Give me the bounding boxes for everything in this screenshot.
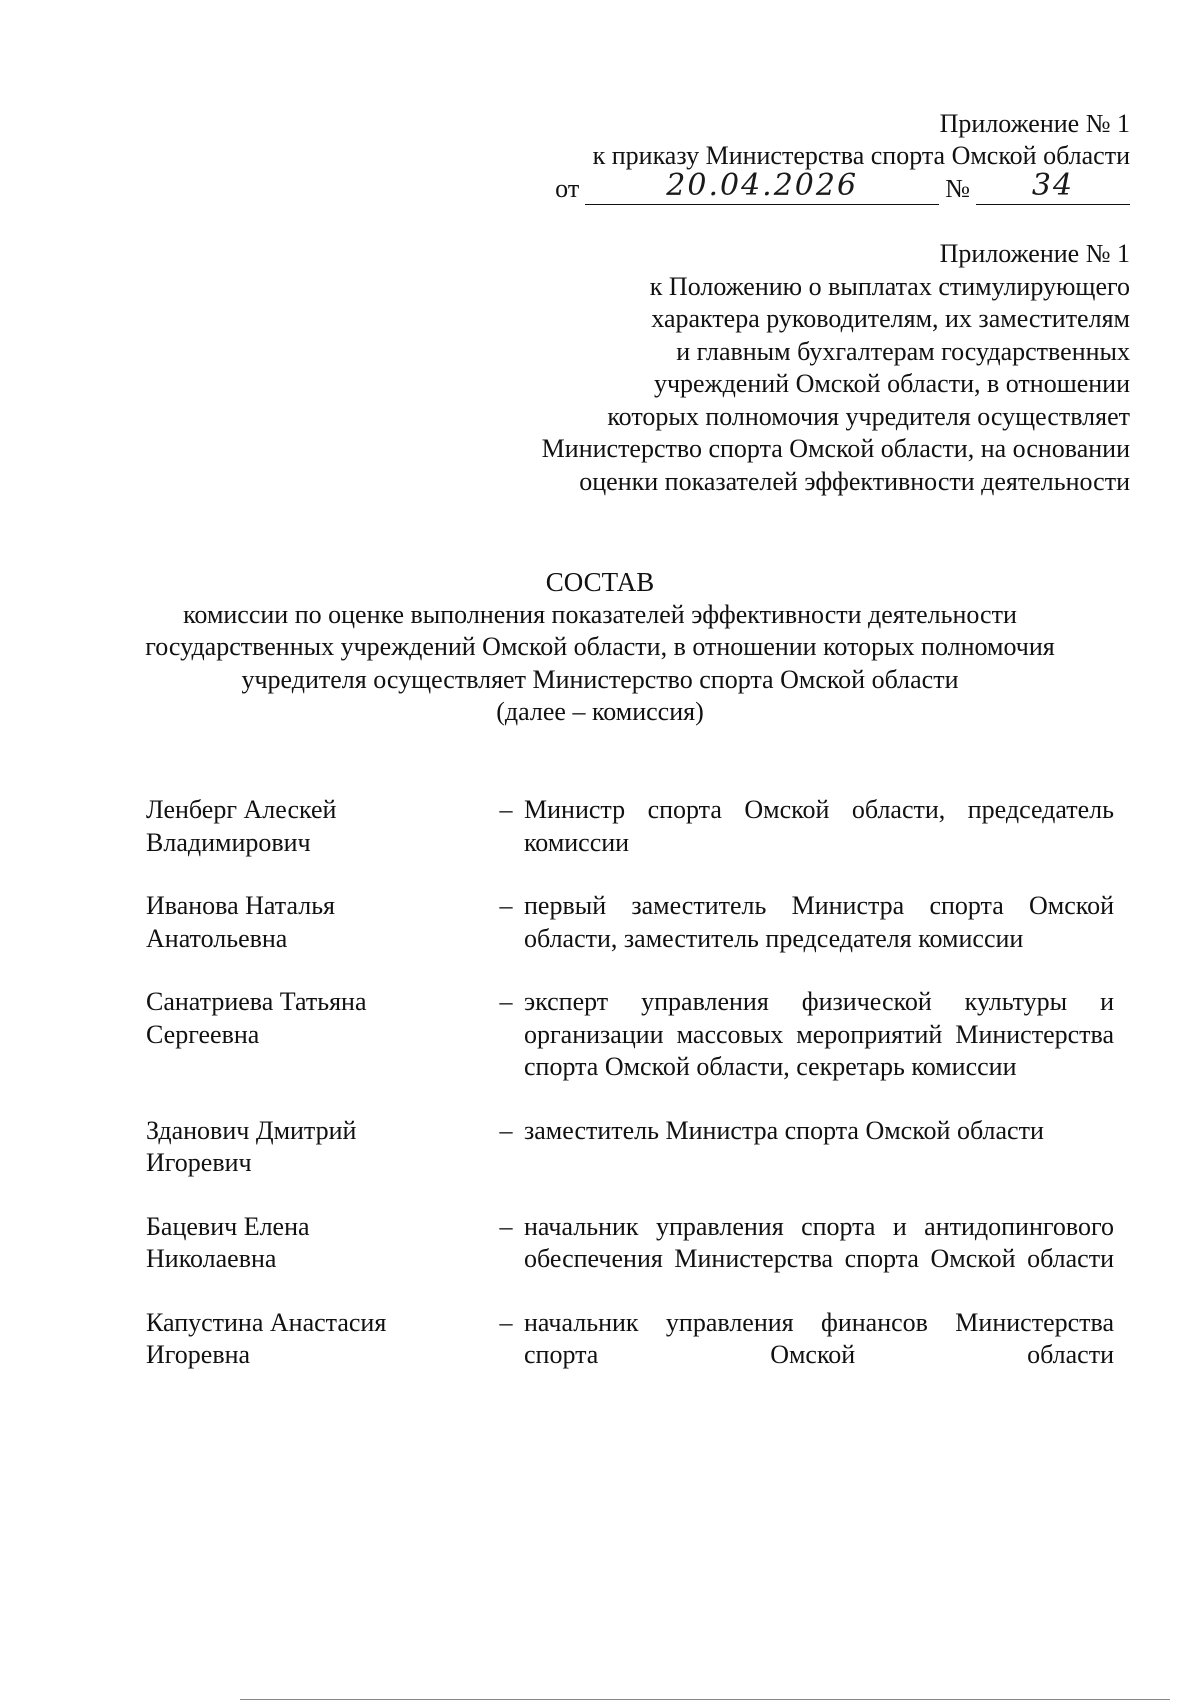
member-name xyxy=(146,1115,488,1180)
member-role: начальник управления финансов Министерства спорта Омской области xyxy=(524,1307,1114,1369)
member-name-line: Игоревна xyxy=(146,1340,251,1369)
member-name xyxy=(146,1307,488,1372)
regulation-line: Министерство спорта Омской области, на основании xyxy=(541,434,1130,463)
member-name xyxy=(146,986,488,1084)
member-name-line: Капустина Анастасия xyxy=(146,1307,387,1337)
member-row xyxy=(146,986,1118,1084)
member-row xyxy=(146,1211,1118,1276)
member-name xyxy=(146,1211,488,1276)
regulation-line: Приложение № 1 xyxy=(939,239,1130,268)
order-date-number-line xyxy=(555,168,1130,205)
member-name-line: Ленберг Алескей xyxy=(146,795,337,824)
document-title xyxy=(0,566,1200,729)
order-reference: к приказу Министерства спорта Омской области xyxy=(592,141,1130,170)
handwritten-date: 20.04.2026 xyxy=(585,172,939,205)
member-name xyxy=(146,794,488,859)
number-label: № xyxy=(945,174,970,203)
order-appendix-header xyxy=(555,108,1130,205)
member-dash: – xyxy=(499,891,513,920)
member-name xyxy=(146,890,488,955)
regulation-line: характера руководителям, их заместителям xyxy=(651,304,1130,333)
member-dash: – xyxy=(499,795,513,824)
title-heading: СОСТАВ xyxy=(545,567,655,597)
member-name-line: Николаевна xyxy=(146,1244,277,1273)
member-dash: – xyxy=(499,987,513,1016)
member-dash: – xyxy=(499,1307,513,1337)
member-row xyxy=(146,890,1118,955)
handwritten-number: 34 xyxy=(976,172,1130,205)
member-row xyxy=(146,794,1118,859)
member-name-line: Санатриева Татьяна xyxy=(146,987,367,1016)
member-name-line: Сергеевна xyxy=(146,1019,260,1049)
regulation-appendix-header xyxy=(542,238,1130,498)
title-line: комиссии по оценке выполнения показателей эффективности деятельности xyxy=(183,599,1017,629)
member-role: Министр спорта Омской области, председатель комиссии xyxy=(524,795,1114,857)
member-dash: – xyxy=(499,1115,513,1145)
member-role: начальник управления спорта и антидопингового обеспечения Министерства спорта Омской области xyxy=(524,1211,1114,1273)
regulation-line: оценки показателей эффективности деятельности xyxy=(579,466,1130,496)
from-label: от xyxy=(555,174,580,203)
regulation-line: которых полномочия учредителя осуществляет xyxy=(607,401,1130,431)
regulation-line: учреждений Омской области, в отношении xyxy=(653,369,1130,398)
title-line: (далее – комиссия) xyxy=(496,697,704,726)
member-row xyxy=(146,1115,1118,1180)
title-line: государственных учреждений Омской области, в отношении которых полномочия xyxy=(145,632,1055,661)
regulation-line: и главным бухгалтерам государственных xyxy=(676,336,1130,366)
member-name-line: Иванова Наталья xyxy=(146,891,336,920)
member-row xyxy=(146,1307,1118,1372)
regulation-line: к Положению о выплатах стимулирующего xyxy=(649,271,1130,301)
title-line: учредителя осуществляет Министерство спорта Омской области xyxy=(241,664,959,694)
member-role: первый заместитель Министра спорта Омской области, заместитель председателя комиссии xyxy=(524,891,1114,953)
member-name-line: Анатольевна xyxy=(146,923,288,953)
member-role: заместитель Министра спорта Омской области xyxy=(524,1115,1044,1145)
member-name-line: Игоревич xyxy=(146,1148,252,1177)
member-dash: – xyxy=(499,1211,513,1241)
member-name-line: Владимирович xyxy=(146,827,311,857)
member-name-line: Зданович Дмитрий xyxy=(146,1115,357,1145)
appendix-number: Приложение № 1 xyxy=(939,109,1130,138)
commission-members-list xyxy=(146,794,1118,1403)
member-name-line: Бацевич Елена xyxy=(146,1211,310,1241)
member-role: эксперт управления физической культуры и организации массовых мероприятий Министерства спорта Омской области, секретарь комиссии xyxy=(524,987,1114,1081)
